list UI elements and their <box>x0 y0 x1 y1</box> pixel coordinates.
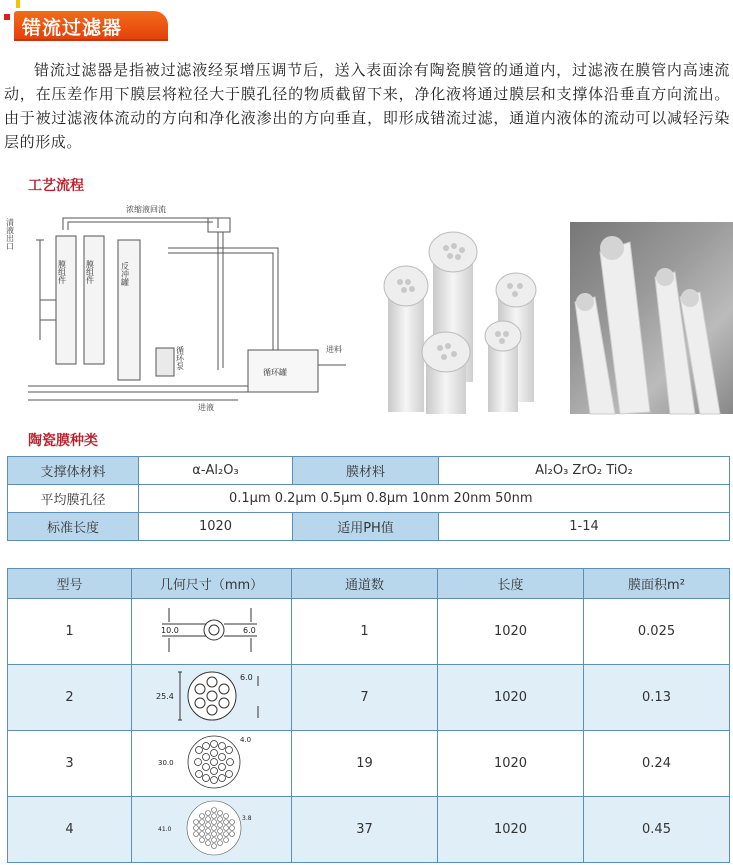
hexagonal-membranes-photo <box>570 222 733 414</box>
geometry-cell <box>132 599 292 665</box>
support-material-label: 支撑体材料 <box>8 457 139 485</box>
channel-count: 19 <box>292 731 438 797</box>
header-geometry: 几何尺寸（mm） <box>132 569 292 599</box>
model-number: 4 <box>8 797 132 863</box>
process-heading: 工艺流程 <box>28 178 84 194</box>
intro-paragraph: 错流过滤器是指被过滤液经泵增压调节后，送入表面涂有陶瓷膜管的通道内，过滤液在膜管内高速流动，在压差作用下膜层将粒径大于膜孔径的物质截留下来，净化液将通过膜层和支撑体沿垂直方向流出。由于被过滤液体流动的方向和净化液渗出的方向垂直，即形成错流过滤，通道内液体的流动可以减轻污染层的形成。 <box>4 61 730 151</box>
circ-tank-label: 循环罐 <box>263 368 287 377</box>
pore-size-value: 0.1μm 0.2μm 0.5μm 0.8μm 10nm 20nm 50nm <box>139 485 730 513</box>
dim-a: 25.4 <box>155 691 174 701</box>
dim-b: 3.8 <box>241 814 252 822</box>
channel-count: 37 <box>292 797 438 863</box>
header-length: 长度 <box>438 569 584 599</box>
process-diagram <box>5 200 358 415</box>
red-square-icon <box>4 14 10 20</box>
geometry-cell <box>132 797 292 863</box>
clear-outlet-label: 清液出口 <box>5 218 15 250</box>
geometry-cell <box>132 731 292 797</box>
standard-length-label: 标准长度 <box>8 513 139 541</box>
title-underline <box>14 39 168 41</box>
table-row <box>8 665 730 731</box>
page-title: 错流过滤器 <box>14 11 168 40</box>
module2-label: 膜组件 <box>85 260 95 284</box>
ph-range-value: 1-14 <box>439 513 730 541</box>
backwash-tank-label: 反冲罐 <box>120 262 130 286</box>
model-number: 1 <box>8 599 132 665</box>
standard-length-value: 1020 <box>139 513 293 541</box>
table-row <box>8 599 730 665</box>
dim-a: 41.0 <box>157 825 171 833</box>
tube-length: 1020 <box>438 665 584 731</box>
ceramic-tubes-photo <box>378 222 558 414</box>
tube-length: 1020 <box>438 599 584 665</box>
membrane-area: 0.13 <box>584 665 730 731</box>
membrane-material-value: Al₂O₃ ZrO₂ TiO₂ <box>439 457 730 485</box>
channel-count: 7 <box>292 665 438 731</box>
circ-pump-label: 循环泵 <box>175 346 185 370</box>
header-model: 型号 <box>8 569 132 599</box>
membrane-area: 0.025 <box>584 599 730 665</box>
ph-range-label: 适用PH值 <box>293 513 439 541</box>
model-number: 2 <box>8 665 132 731</box>
single-channel-diagram <box>157 602 267 658</box>
concentrate-return-label: 浓缩液回流 <box>126 205 166 214</box>
feed-line-label: 进液 <box>198 403 214 412</box>
table-row <box>8 731 730 797</box>
process-diagram-svg <box>5 200 358 415</box>
model-number: 3 <box>8 731 132 797</box>
dim-a: 30.0 <box>157 758 174 767</box>
models-table <box>7 568 730 863</box>
feed-in-label: 进料 <box>326 345 342 354</box>
header-channels: 通道数 <box>292 569 438 599</box>
dim-b: 6.0 <box>242 625 256 635</box>
module1-label: 膜组件 <box>57 260 67 284</box>
thirtyseven-channel-diagram <box>152 798 272 858</box>
models-header-row <box>8 569 730 599</box>
seven-channel-diagram <box>152 666 272 726</box>
membrane-area: 0.24 <box>584 731 730 797</box>
header-area: 膜面积m² <box>584 569 730 599</box>
nineteen-channel-diagram <box>152 732 272 792</box>
title-bar <box>0 0 733 40</box>
membrane-area: 0.45 <box>584 797 730 863</box>
tube-length: 1020 <box>438 797 584 863</box>
support-material-value: α-Al₂O₃ <box>139 457 293 485</box>
dim-b: 4.0 <box>239 735 251 744</box>
channel-count: 1 <box>292 599 438 665</box>
table-row <box>8 797 730 863</box>
geometry-cell <box>132 665 292 731</box>
dim-b: 6.0 <box>239 672 253 682</box>
tube-length: 1020 <box>438 731 584 797</box>
dim-a: 10.0 <box>160 625 179 635</box>
membrane-types-heading: 陶瓷膜种类 <box>28 433 98 449</box>
membrane-material-label: 膜材料 <box>293 457 439 485</box>
pore-size-label: 平均膜孔径 <box>8 485 139 513</box>
yellow-accent <box>16 0 20 8</box>
membrane-spec-table <box>7 456 730 541</box>
